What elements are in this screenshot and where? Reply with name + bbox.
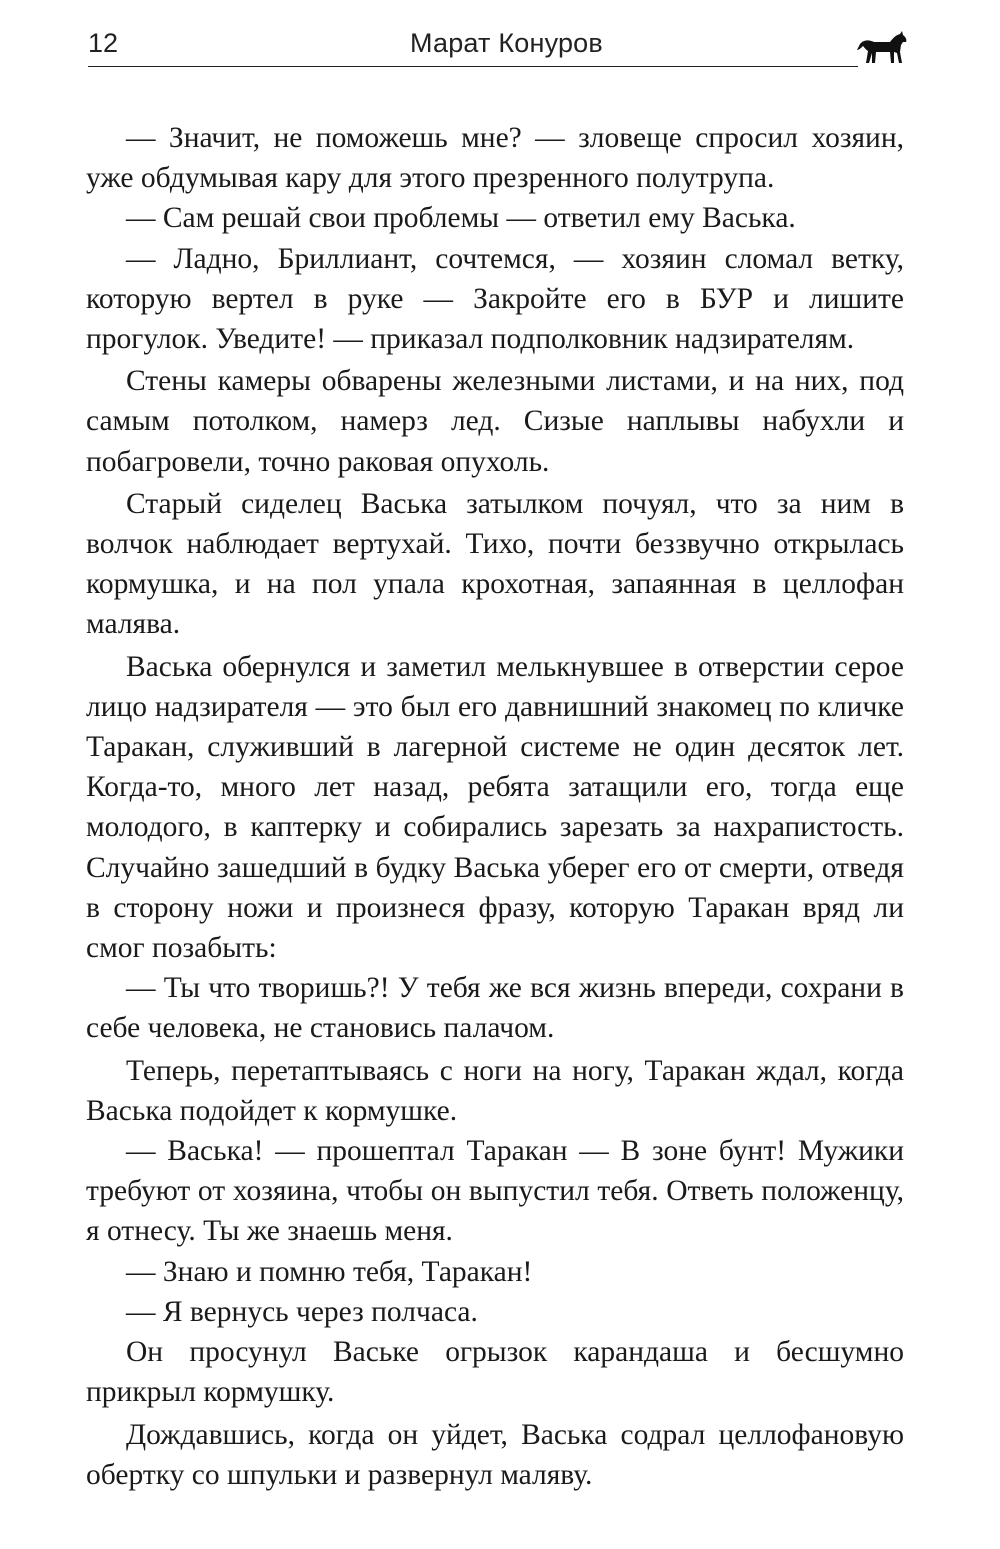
paragraph: — Знаю и помню тебя, Таракан! <box>126 1255 533 1288</box>
paragraph: Стены камеры обварены железными листами, и на них, под самым потолком, намерз лед. Сизые наплывы набухли и побагровели, точно раковая опухоль. <box>86 365 904 478</box>
header-rule <box>88 66 858 67</box>
text-body <box>86 118 904 1495</box>
paragraph: — Я вернусь через полчаса. <box>126 1295 478 1328</box>
paragraph: — Значит, не поможешь мне? — зловеще спросил хозяин, уже обдумывая кару для этого презренного полутрупа. <box>86 122 904 195</box>
paragraph: Он просунул Ваське огрызок карандаша и бесшумно прикрыл кормушку. <box>86 1336 904 1409</box>
paragraph: — Ладно, Бриллиант, сочтемся, — хозяин сломал ветку, которую вертел в руке — Закройте его в БУР и лишите прогулок. Уведите! — приказал подполковник надзирателям. <box>86 242 904 356</box>
running-head <box>88 26 908 66</box>
paragraph: Васька обернулся и заметил мелькнувшее в отверстии серое лицо надзирателя — это был его давнишний знакомец по кличке Таракан, служивший в лагерной системе не один десяток лет. Когда-то, много лет назад, ребята затащили его, тогда еще молодого, в каптерку и собирались зарезать за нахрапистость. Случайно зашедший в будку Васька уберег его от смерти, отведя в сторону ножи и произнеся фразу, которую Таракан вряд ли смог позабыть: <box>86 650 904 965</box>
paragraph: Старый сиделец Васька затылком почуял, что за ним в волчок наблюдает вертухай. Тихо, почти беззвучно открылась кормушка, и на пол упала крохотная, запаянная в целлофан малява. <box>86 487 904 641</box>
page-number: 12 <box>88 28 119 58</box>
paragraph: Дождавшись, когда он уйдет, Васька содрал целлофановую обертку со шпульки и развернул маляву. <box>86 1418 904 1491</box>
paragraph: — Васька! — прошептал Таракан — В зоне бунт! Мужики требуют от хозяина, чтобы он выпустил тебя. Ответь положенцу, я отнесу. Ты же знаешь меня. <box>86 1135 904 1248</box>
paragraph: — Ты что творишь?! У тебя же вся жизнь впереди, сохрани в себе человека, не становись палачом. <box>86 972 904 1045</box>
paragraph: — Сам решай свои проблемы — ответил ему Васька. <box>126 202 796 235</box>
header-author: Марат Конуров <box>410 28 603 58</box>
horse-icon <box>856 30 908 68</box>
paragraph: Теперь, перетаптываясь с ноги на ногу, Таракан ждал, когда Васька подойдет к кормушке. <box>86 1054 904 1127</box>
